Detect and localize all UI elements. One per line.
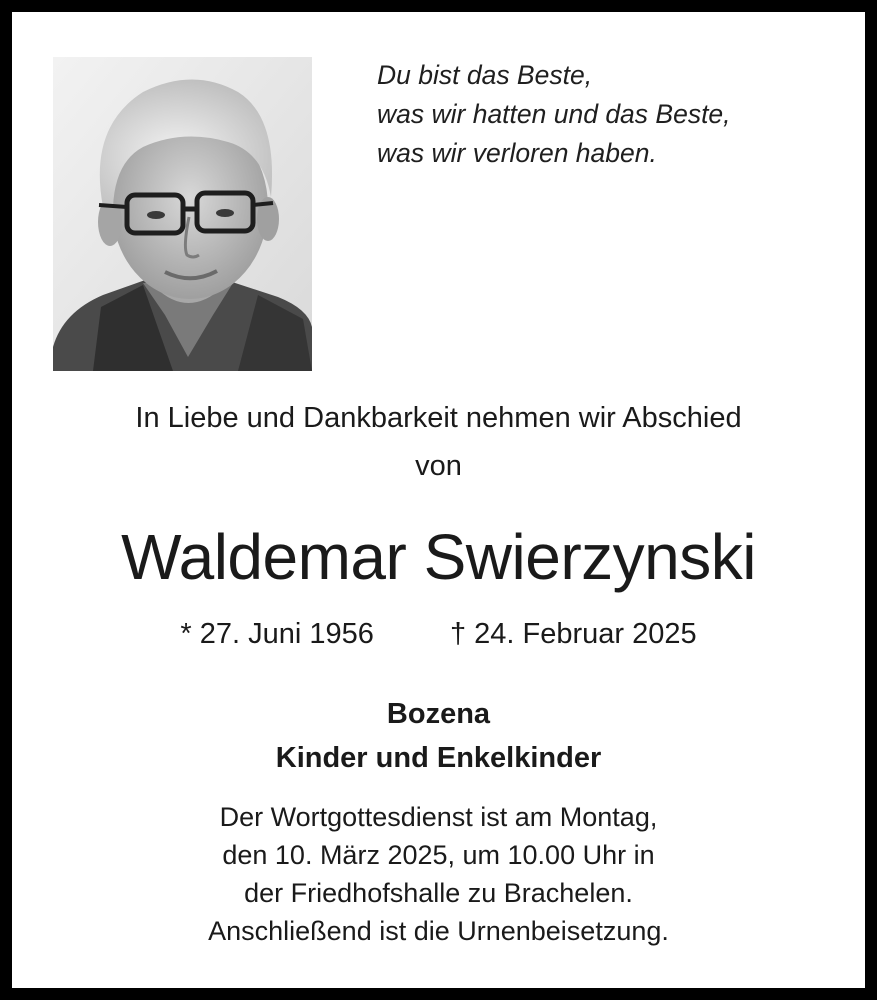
intro-text bbox=[12, 394, 865, 490]
obituary-card bbox=[12, 12, 865, 988]
death-date: † 24. Februar 2025 bbox=[449, 618, 697, 650]
intro-line: von bbox=[415, 450, 462, 482]
quote-line: was wir verloren haben. bbox=[377, 138, 657, 168]
service-line: Der Wortgottesdienst ist am Montag, bbox=[219, 802, 658, 832]
life-dates bbox=[12, 614, 865, 654]
service-line: Anschließend ist die Urnenbeisetzung. bbox=[208, 916, 669, 946]
deceased-name: Waldemar Swierzynski bbox=[121, 521, 756, 593]
service-info bbox=[12, 798, 865, 950]
quote bbox=[377, 56, 847, 173]
mourner-line: Bozena bbox=[386, 698, 491, 730]
quote-line: Du bist das Beste, bbox=[377, 60, 593, 90]
intro-line: In Liebe und Dankbarkeit nehmen wir Abschied bbox=[135, 402, 742, 434]
portrait-photo bbox=[53, 57, 312, 371]
service-line: den 10. März 2025, um 10.00 Uhr in bbox=[222, 840, 655, 870]
birth-date: * 27. Juni 1956 bbox=[180, 618, 374, 650]
quote-line: was wir hatten und das Beste, bbox=[377, 99, 731, 129]
mourners bbox=[12, 692, 865, 780]
mourner-line: Kinder und Enkelkinder bbox=[275, 742, 602, 774]
service-line: der Friedhofshalle zu Brachelen. bbox=[244, 878, 633, 908]
